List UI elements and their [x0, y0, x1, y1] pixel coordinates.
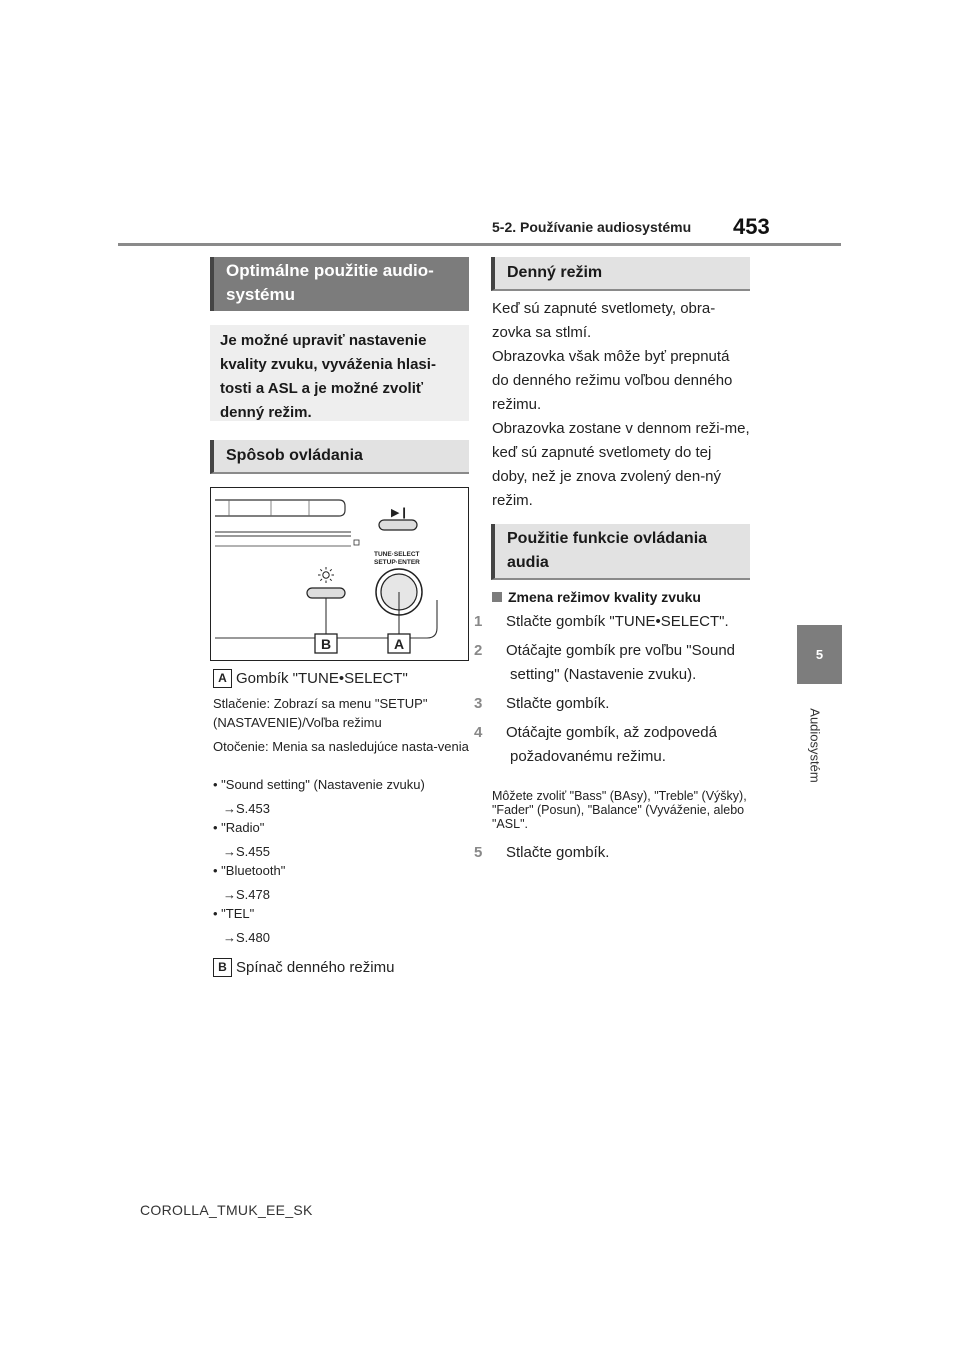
svg-text:▶❙: ▶❙ — [391, 506, 409, 519]
steps-list — [474, 610, 750, 769]
heading-optimal-use: Optimálne použitie audio-systému — [210, 257, 469, 311]
document-code: COROLLA_TMUK_EE_SK — [140, 1202, 313, 1218]
list-item: • "Bluetooth" — [213, 863, 286, 878]
sun-icon — [318, 567, 334, 583]
list-item: • "Sound setting" (Nastavenie zvuku) — [213, 777, 425, 792]
knob-label-bottom: SETUP·ENTER — [374, 559, 420, 566]
page-number: 453 — [733, 214, 770, 239]
badge-a: A — [213, 669, 232, 688]
badge-b: B — [213, 958, 232, 977]
day-paragraph-1: Keď sú zapnuté svetlomety, obra-zovka sa stlmí. — [492, 300, 716, 341]
list-item: 1 Stlačte gombík "TUNE•SELECT". — [474, 613, 729, 630]
heading-control-method: Spôsob ovládania — [210, 440, 469, 474]
menu-list — [213, 775, 471, 947]
list-item: • "Radio" — [213, 820, 265, 835]
page-ref: →S.455 — [223, 844, 270, 859]
knob-label-top: TUNE·SELECT — [374, 551, 420, 558]
chapter-label: Audiosystém — [807, 708, 823, 783]
list-item: 4 Otáčajte gombík, až zodpovedá požadovanému režimu. — [474, 724, 717, 765]
chapter-tab: 5 — [797, 625, 842, 684]
control-panel-figure — [210, 487, 469, 661]
list-item: 3 Stlačte gombík. — [474, 695, 610, 712]
heading-day-mode: Denný režim — [491, 257, 750, 291]
sub-heading: Zmena režimov kvality zvuku — [492, 587, 750, 607]
day-paragraph-2: Obrazovka však môže byť prepnutá do denného režimu voľbou denného režimu. — [492, 348, 733, 413]
list-item: 2 Otáčajte gombík pre voľbu "Sound setting" (Nastavenie zvuku). — [474, 642, 735, 683]
section-title: 5-2. Používanie audiosystému — [492, 219, 692, 235]
header-rule — [118, 243, 841, 246]
item-a-title: Gombík "TUNE•SELECT" — [236, 670, 408, 687]
list-item: 5 Stlačte gombík. — [474, 844, 610, 861]
square-bullet-icon — [492, 592, 502, 602]
item-b — [213, 956, 473, 980]
note-text: Môžete zvoliť "Bass" (BAsy), "Treble" (Výšky), "Fader" (Posun), "Balance" (Vyváženie, alebo "ASL". — [492, 789, 747, 831]
press-text: Stlačenie: Zobrazí sa menu "SETUP" (NASTAVENIE)/Voľba režimu — [213, 696, 428, 730]
intro-box: Je možné upraviť nastavenie kvality zvuku, vyváženia hlasi-tosti a ASL a je možné zvoliť denný režim. — [210, 325, 469, 421]
turn-text: Otočenie: Menia sa nasledujúce nasta-venia — [213, 739, 469, 754]
heading-audio-control: Použitie funkcie ovládania audia — [491, 524, 750, 580]
callout-b: B — [321, 636, 332, 652]
page-ref: →S.480 — [223, 930, 270, 945]
callout-a: A — [394, 636, 405, 652]
list-item: • "TEL" — [213, 906, 255, 921]
item-b-title: Spínač denného režimu — [236, 959, 395, 976]
page-ref: →S.478 — [223, 887, 270, 902]
day-paragraph-3: Obrazovka zostane v dennom reži-me, keď sú zapnuté svetlomety do tej doby, než je znova zvolený den-ný režim. — [492, 420, 750, 509]
item-a — [213, 667, 473, 691]
page-ref: →S.453 — [223, 801, 270, 816]
